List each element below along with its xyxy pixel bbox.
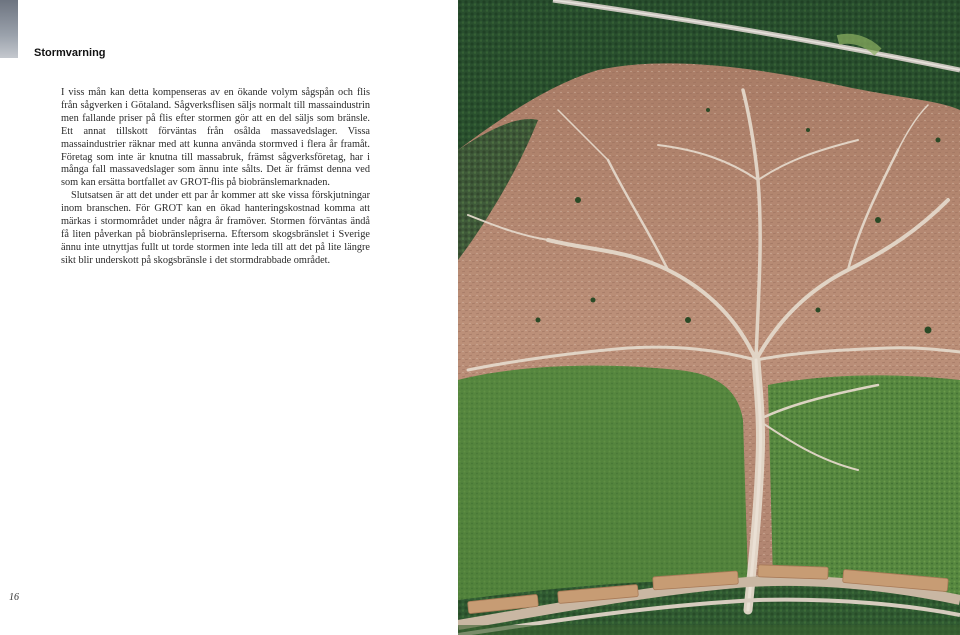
paragraph: Slutsatsen är att det under ett par år kommer att ske vissa förskjutningar inom branschen. För GROT kan en ökad hanteringskostnad komma att märkas i stormområdet under några år framöver. Stormen förväntas ändå få liten påverkan på biobränslepriserna. Eftersom skogsbränslet i Sverige ännu inte utnyttjas fullt ut torde stormen inte leda till att det på lite längre sikt blir underskott på skogsbränsle i det stormdrabbade området. [61, 190, 370, 266]
aerial-forest-photo [458, 0, 960, 635]
page-number: 16 [9, 592, 19, 603]
paragraph: I viss mån kan detta kompenseras av en ökande volym sågspån och flis från sågverken i Götaland. Sågverksflisen säljs normalt till massaindustrin men fallande priser på flis efter stormen gör att en del säljs som bränsle. Ett annat tillskott förväntas från osålda massavedslager. Vissa massaindustrier räknar med att kunna använda stormved i flera år framåt. Företag som inte är knutna till massabruk, främst sågverksföretag, har i många fall massavedslager som ännu inte sålts. Det är främst denna ved som kan ersätta bortfallet av GROT-flis på biobränslemarknaden. [61, 87, 370, 189]
corner-tab [0, 0, 18, 58]
section-title: Stormvarning [34, 47, 106, 59]
body-text [61, 87, 370, 268]
